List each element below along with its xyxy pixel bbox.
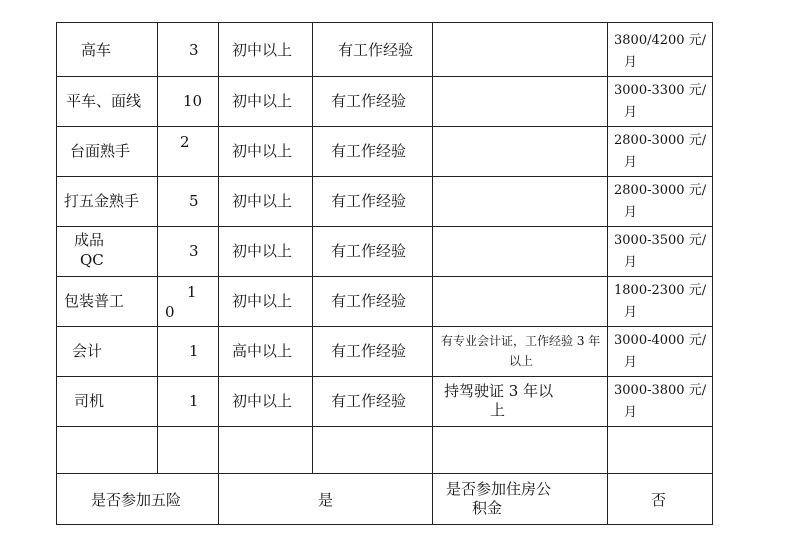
row-divider xyxy=(56,276,713,277)
row-divider xyxy=(56,326,713,327)
position-cell: 平车、面线 xyxy=(66,92,142,110)
salary-cell: 3000-4000 元/ xyxy=(614,333,707,348)
count-cell: 3 xyxy=(189,242,199,260)
position-cell: 高车 xyxy=(81,41,112,59)
housing-fund-label: 是否参加住房公 xyxy=(446,480,552,498)
salary-cell: 2800-3000 元/ xyxy=(614,133,707,148)
row-divider xyxy=(56,426,713,427)
column-divider xyxy=(432,22,433,524)
count-cell: 3 xyxy=(189,41,199,59)
salary-cell-unit: 月 xyxy=(624,105,638,120)
table-border-bottom xyxy=(56,524,713,525)
experience-cell: 有工作经验 xyxy=(331,142,407,160)
salary-cell-unit: 月 xyxy=(624,305,638,320)
salary-cell-unit: 月 xyxy=(624,355,638,370)
count-cell: 1 xyxy=(189,342,199,360)
education-cell: 初中以上 xyxy=(232,242,293,260)
insurance-label: 是否参加五险 xyxy=(91,491,182,509)
row-divider xyxy=(56,76,713,77)
salary-cell-unit: 月 xyxy=(624,255,638,270)
education-cell: 初中以上 xyxy=(232,142,293,160)
salary-cell-unit: 月 xyxy=(624,155,638,170)
count-cell: 1 xyxy=(187,283,197,301)
table-border-top xyxy=(56,22,713,23)
column-divider xyxy=(312,22,313,473)
row-divider xyxy=(56,176,713,177)
education-cell: 初中以上 xyxy=(232,192,293,210)
experience-cell: 有工作经验 xyxy=(331,242,407,260)
position-cell: 打五金熟手 xyxy=(64,192,140,210)
column-divider xyxy=(218,22,219,524)
salary-cell: 3800/4200 元/ xyxy=(614,33,707,48)
position-cell-line2: QC xyxy=(80,251,104,269)
education-cell: 高中以上 xyxy=(232,342,293,360)
count-cell: 1 xyxy=(189,392,199,410)
experience-cell: 有工作经验 xyxy=(331,392,407,410)
position-cell: 司机 xyxy=(74,392,105,410)
salary-cell: 1800-2300 元/ xyxy=(614,283,707,298)
requirement-cell: 持驾驶证 3 年以 xyxy=(444,382,554,400)
experience-cell: 有工作经验 xyxy=(331,292,407,310)
education-cell: 初中以上 xyxy=(232,92,293,110)
row-divider xyxy=(56,226,713,227)
salary-cell-unit: 月 xyxy=(624,205,638,220)
salary-cell: 2800-3000 元/ xyxy=(614,183,707,198)
salary-cell: 3000-3800 元/ xyxy=(614,383,707,398)
salary-cell-unit: 月 xyxy=(624,55,638,70)
housing-fund-value: 否 xyxy=(651,491,667,509)
row-divider xyxy=(56,126,713,127)
requirement-cell-line2: 上 xyxy=(490,401,506,419)
education-cell: 初中以上 xyxy=(232,41,293,59)
row-divider xyxy=(56,473,713,474)
count-cell-line2: 0 xyxy=(165,303,175,321)
count-cell: 5 xyxy=(189,192,199,210)
experience-cell: 有工作经验 xyxy=(331,92,407,110)
experience-cell: 有工作经验 xyxy=(338,41,414,59)
table-border-left xyxy=(56,22,57,524)
position-cell: 成品 xyxy=(74,231,105,249)
position-cell: 台面熟手 xyxy=(70,142,131,160)
salary-cell-unit: 月 xyxy=(624,405,638,420)
count-cell: 10 xyxy=(183,92,203,110)
column-divider xyxy=(607,22,608,524)
education-cell: 初中以上 xyxy=(232,292,293,310)
education-cell: 初中以上 xyxy=(232,392,293,410)
column-divider xyxy=(157,22,158,473)
insurance-value: 是 xyxy=(318,491,334,509)
requirement-cell: 有专业会计证，工作经验 3 年 xyxy=(441,334,601,348)
table-border-right xyxy=(712,22,713,524)
position-cell: 包装普工 xyxy=(64,292,125,310)
salary-cell: 3000-3300 元/ xyxy=(614,83,707,98)
salary-cell: 3000-3500 元/ xyxy=(614,233,707,248)
experience-cell: 有工作经验 xyxy=(331,342,407,360)
housing-fund-label-line2: 积金 xyxy=(472,499,503,517)
count-cell: 2 xyxy=(180,133,190,151)
experience-cell: 有工作经验 xyxy=(331,192,407,210)
position-cell: 会计 xyxy=(72,342,103,360)
row-divider xyxy=(56,376,713,377)
requirement-cell-line2: 以上 xyxy=(509,354,534,368)
